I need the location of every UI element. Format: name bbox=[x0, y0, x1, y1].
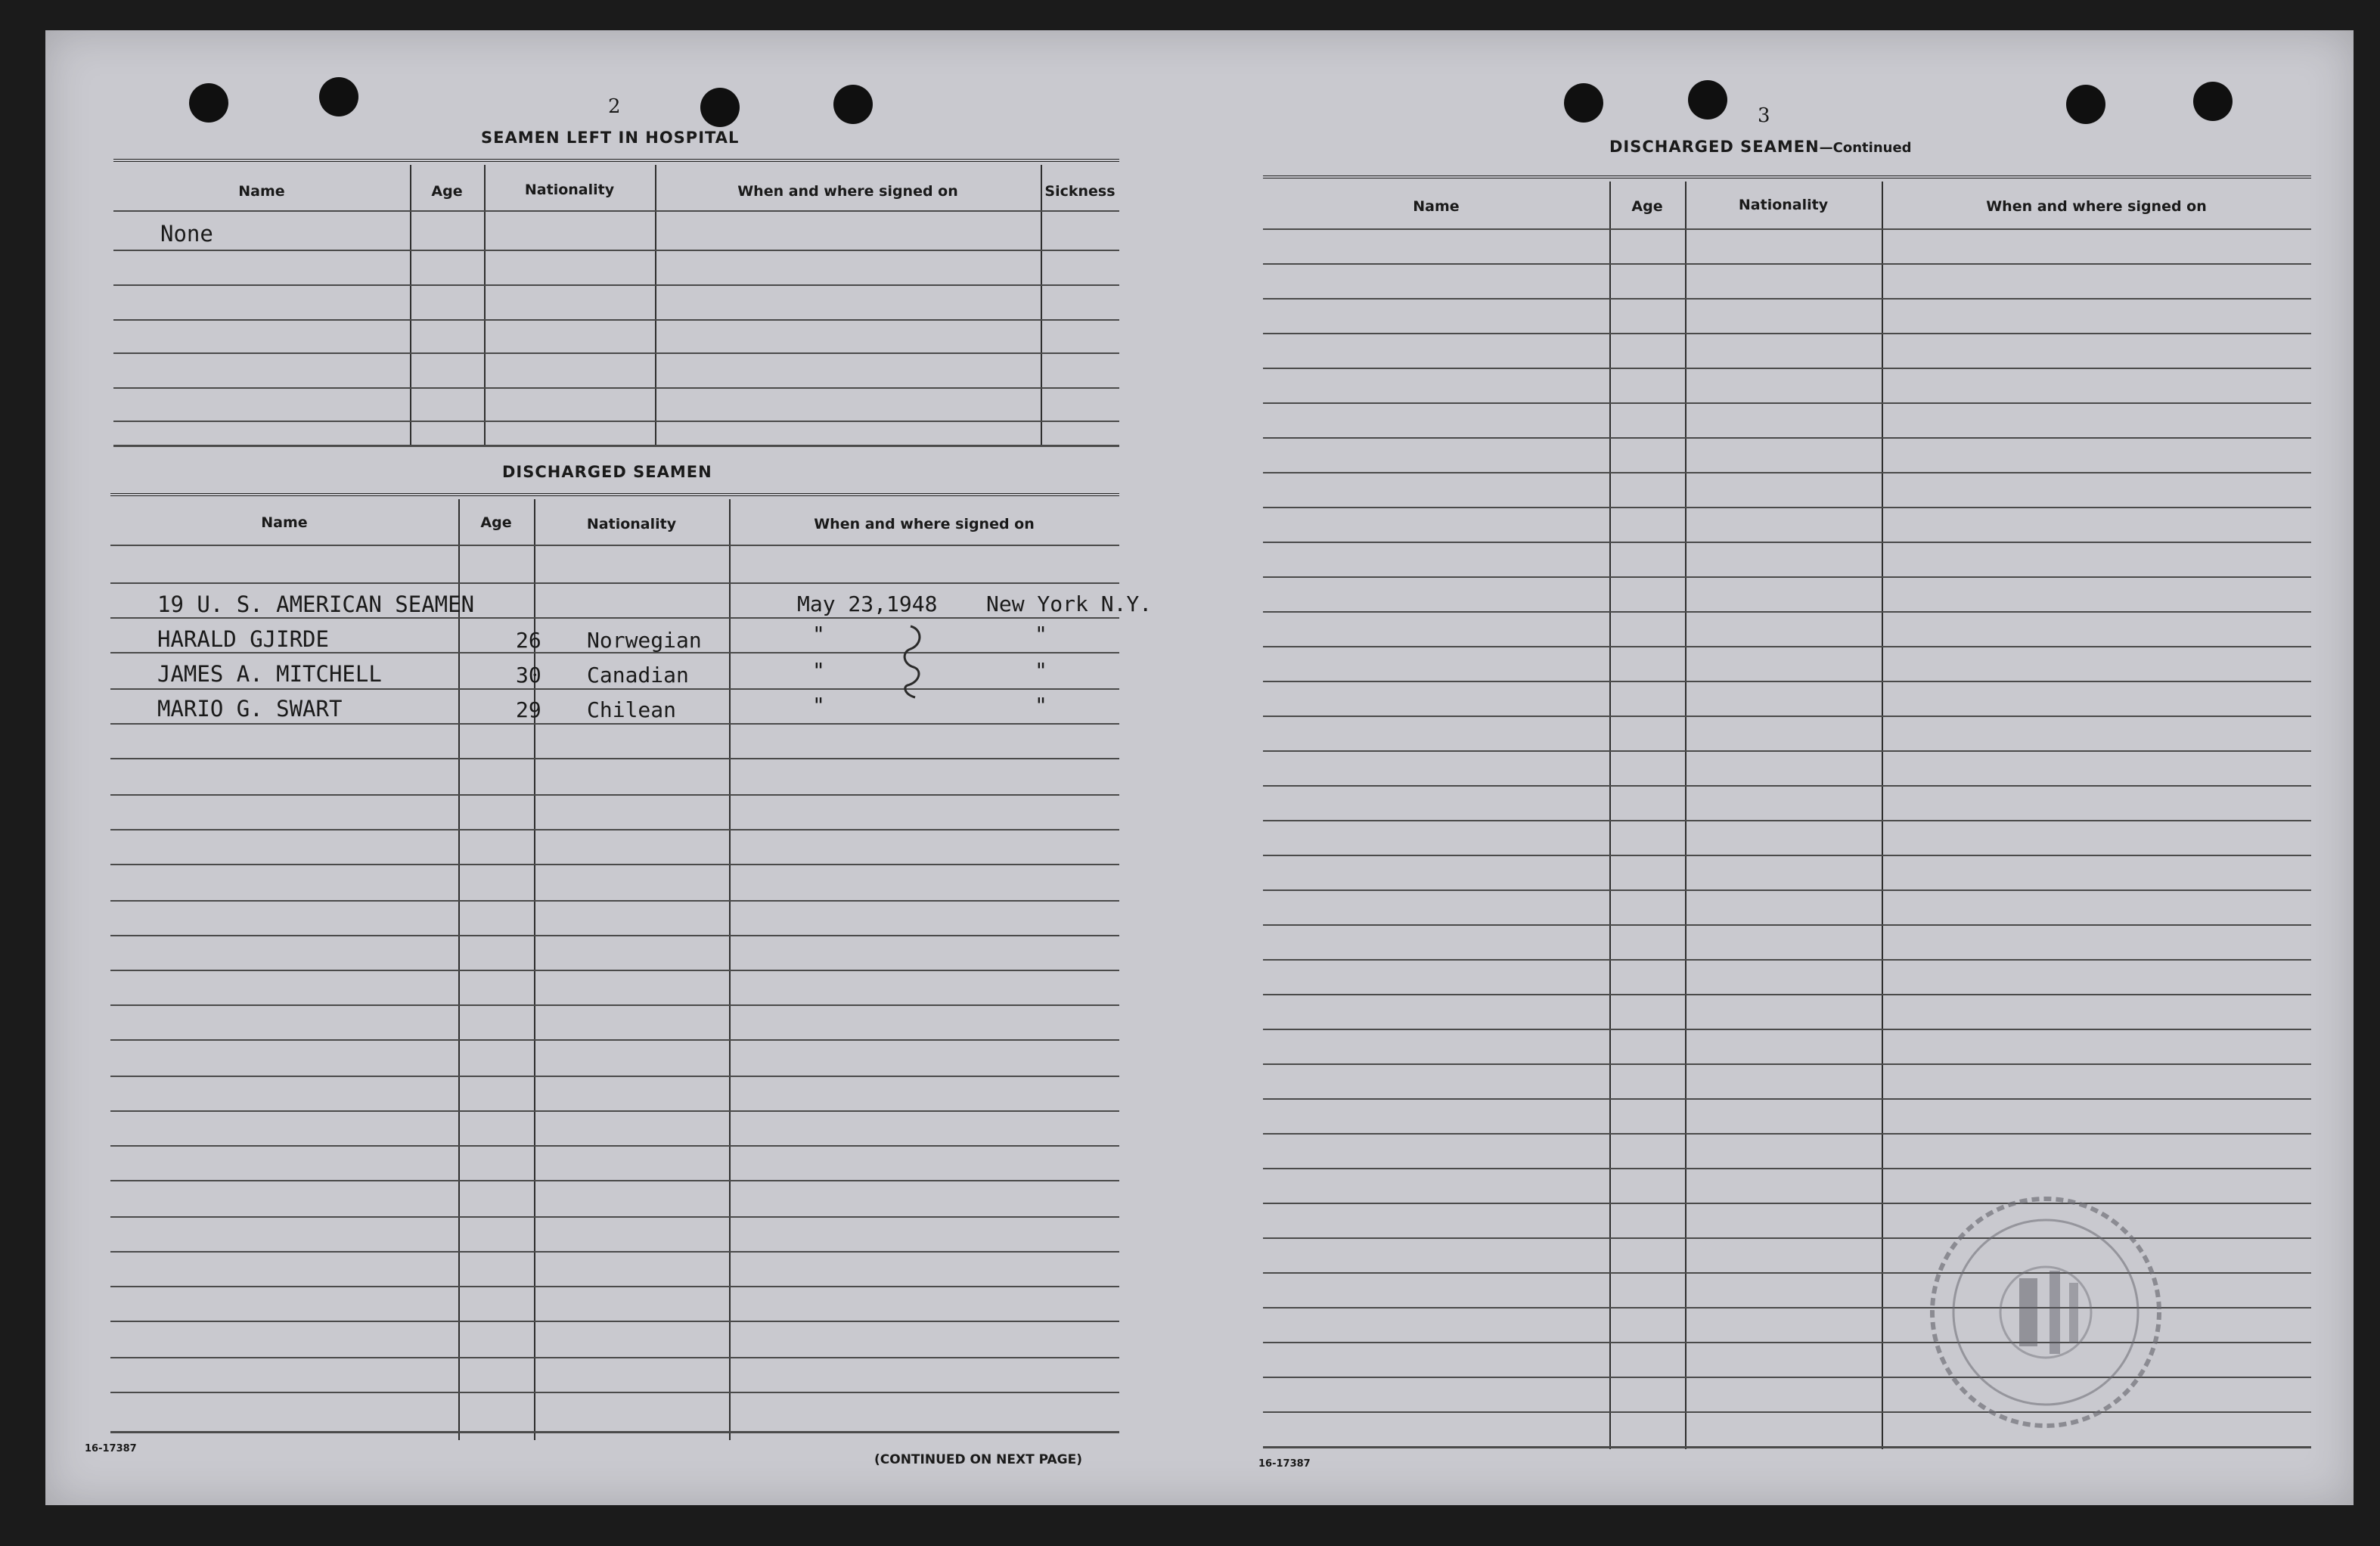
column-header-nationality: Nationality bbox=[586, 516, 677, 532]
title-text: DISCHARGED SEAMEN bbox=[1609, 138, 1820, 156]
column-header-signed-on: When and where signed on bbox=[814, 516, 1035, 532]
page-number: 2 bbox=[608, 95, 621, 118]
discharged-row-1-date: " bbox=[812, 622, 825, 647]
punch-hole bbox=[1688, 80, 1727, 120]
punch-hole bbox=[1564, 83, 1603, 123]
discharged-row-3-nationality: Chilean bbox=[587, 697, 677, 722]
discharged-row-2-date: " bbox=[812, 658, 825, 683]
punch-hole bbox=[833, 85, 873, 124]
continued-note: (CONTINUED ON NEXT PAGE) bbox=[874, 1452, 1082, 1467]
column-header-nationality: Nationality bbox=[1738, 197, 1829, 213]
discharged-row-2-age: 30 bbox=[516, 663, 541, 688]
hospital-section-title: SEAMEN LEFT IN HOSPITAL bbox=[481, 129, 740, 147]
discharged-row-0-name: 19 U. S. AMERICAN SEAMEN bbox=[157, 591, 475, 617]
column-header-name: Name bbox=[1413, 198, 1460, 215]
punch-hole bbox=[189, 83, 228, 123]
manifest-sheet bbox=[45, 30, 2354, 1505]
discharged-continued-title bbox=[1609, 138, 1912, 156]
title-suffix: —Continued bbox=[1819, 140, 1912, 156]
discharged-row-1-name: HARALD GJIRDE bbox=[157, 626, 329, 652]
hospital-row-name: None bbox=[160, 221, 213, 247]
column-header-signed-on: When and where signed on bbox=[737, 183, 958, 200]
form-number: 16-17387 bbox=[1258, 1458, 1311, 1470]
column-header-name: Name bbox=[261, 514, 308, 531]
column-header-age: Age bbox=[480, 514, 512, 531]
column-header-sickness: Sickness bbox=[1044, 183, 1116, 200]
punch-hole bbox=[700, 88, 740, 127]
discharged-row-3-age: 29 bbox=[516, 697, 541, 722]
discharged-row-3-name: MARIO G. SWART bbox=[157, 696, 343, 722]
discharged-row-0-place: New York N.Y. bbox=[986, 591, 1153, 616]
column-header-age: Age bbox=[431, 183, 463, 200]
immigration-stamp-seal bbox=[1921, 1187, 2171, 1437]
discharged-section-title: DISCHARGED SEAMEN bbox=[502, 463, 712, 481]
discharged-row-1-nationality: Norwegian bbox=[587, 628, 702, 653]
pen-mark bbox=[897, 622, 935, 705]
discharged-row-1-place: " bbox=[1035, 622, 1047, 647]
discharged-table bbox=[110, 493, 1153, 1439]
punch-hole bbox=[2066, 85, 2105, 124]
discharged-row-3-place: " bbox=[1035, 693, 1047, 718]
column-header-name: Name bbox=[238, 183, 285, 200]
discharged-row-1-age: 26 bbox=[516, 628, 541, 653]
discharged-row-2-place: " bbox=[1035, 658, 1047, 683]
punch-hole bbox=[2193, 82, 2233, 121]
discharged-row-2-nationality: Canadian bbox=[587, 663, 689, 688]
punch-hole bbox=[319, 77, 358, 116]
discharged-row-0-date: May 23,1948 bbox=[797, 591, 938, 616]
column-header-nationality: Nationality bbox=[524, 182, 615, 198]
form-number: 16-17387 bbox=[85, 1443, 137, 1454]
discharged-row-3-date: " bbox=[812, 693, 825, 718]
discharged-row-2-name: JAMES A. MITCHELL bbox=[157, 661, 382, 687]
column-header-age: Age bbox=[1631, 198, 1663, 215]
hospital-table bbox=[113, 159, 1119, 484]
column-header-signed-on: When and where signed on bbox=[1986, 198, 2207, 215]
page-number: 3 bbox=[1758, 104, 1770, 127]
